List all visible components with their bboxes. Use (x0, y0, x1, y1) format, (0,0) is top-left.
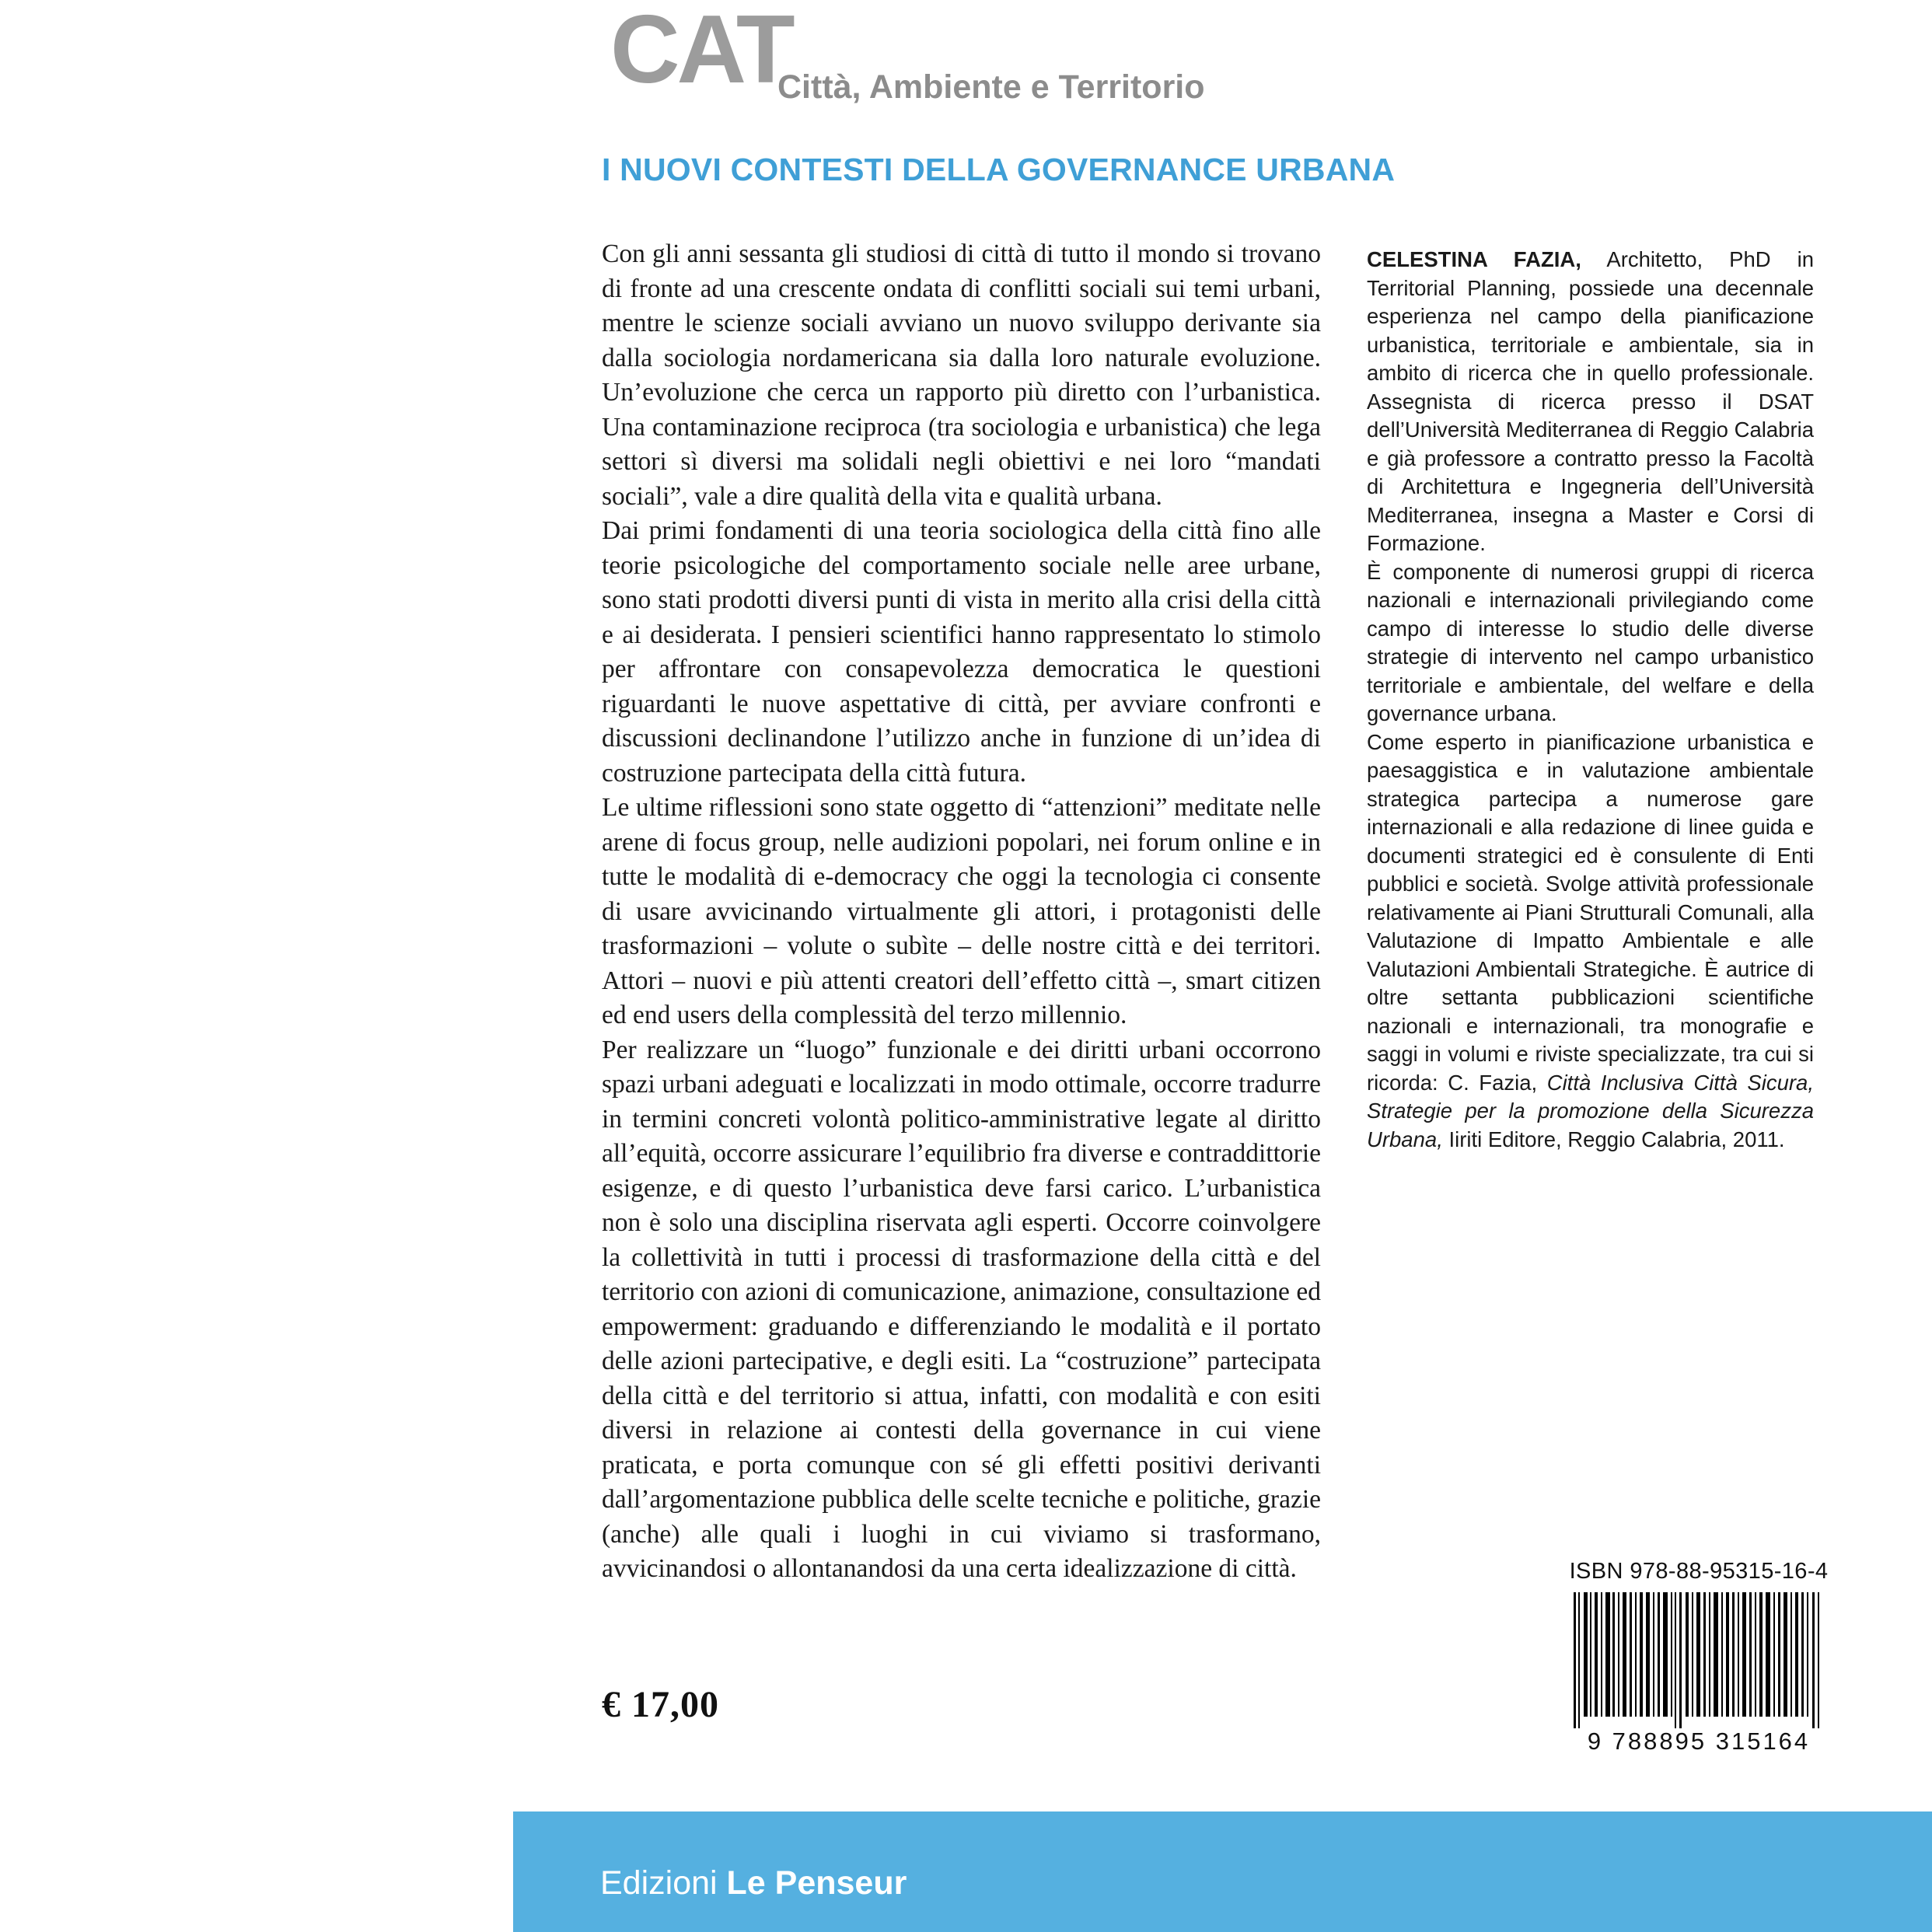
series-logo-subtitle: Città, Ambiente e Territorio (777, 68, 1205, 106)
barcode-image (1570, 1592, 1827, 1728)
author-bio-column (1367, 246, 1814, 1154)
blurb-paragraph-1: Con gli anni sessanta gli studiosi di città di tutto il mondo si trovano di fronte ad una crescente ondata di conflitti sociali sui temi urbani, mentre le scienze sociali avviano un nuovo sviluppo derivante sia dalla sociologia nordamericana sia dalla loro naturale evoluzione. Un’evoluzione che cerca un rapporto più diretto con l’urbanistica. Una contaminazione reciproca (tra sociologia e urbanistica) che lega settori sì diversi ma solidali negli obiettivi e nei loro “mandati sociali”, vale a dire qualità della vita e qualità urbana. (602, 239, 1321, 511)
publisher-prefix: Edizioni (600, 1864, 727, 1902)
author-bio-paragraph-3-post: Iiriti Editore, Reggio Calabria, 2011. (1442, 1127, 1785, 1151)
author-bio-paragraph-3 (1367, 728, 1814, 1155)
series-logo (610, 0, 1205, 124)
publisher-name: Le Penseur (726, 1864, 907, 1902)
blurb-column (602, 237, 1321, 1587)
blurb-paragraph-4: Per realizzare un “luogo” funzionale e dei diritti urbani occorrono spazi urbani adeguati e localizzati in modo ottimale, occorre tradurre in termini concreti volontà politico-amministrative legate al diritto all’equità, occorre assicurare l’equilibrio fra diverse e contraddittorie esigenze, e di questo l’urbanistica deve farsi carico. L’urbanistica non è solo una disciplina riservata agli esperti. Occorre coinvolgere la collettività in tutti i processi di trasformazione della città e del territorio con azioni di comunicazione, animazione, consultazione ed empowerment: graduando e differenziando le modalità e il portato delle azioni partecipative, e degli esiti. La “costruzione” partecipata della città e del territorio si attua, infatti, con modalità e con esiti diversi in relazione ai contesti della governance in cui viene praticata, e porta comunque con sé gli effetti positivi derivanti dall’argomentazione pubblica delle scelte tecniche e politiche, grazie (anche) alle quali i luoghi in cui viviamo si trasformano, avvicinandosi o allontanandosi da una certa idealizzazione di città. (602, 1035, 1321, 1583)
author-bio-paragraph-3-pre: Come esperto in pianificazione urbanistica e paesaggistica e in valutazione ambientale strategica partecipa a numerose gare internazionali e alla redazione di linee guida e documenti strategici ed è consulente di Enti pubblici e società. Svolge attività professionale relativamente ai Piani Strutturali Comunali, alla Valutazione di Impatto Ambientale e alle Valutazioni Ambientali Strategiche. È autrice di oltre settanta pubblicazioni scientifiche nazionali e internazionali, tra monografie e saggi in volumi e riviste specializzate, tra cui si ricorda: C. Fazia, (1367, 729, 1814, 1095)
series-logo-acronym: CAT (610, 0, 792, 103)
publisher-footer-band (513, 1811, 1932, 1932)
cited-work-title: Città Inclusiva Città Sicura, Strategie per la promozione della Sicurezza Urbana, (1367, 1070, 1814, 1151)
author-bio-paragraph-2: È componente di numerosi gruppi di ricerca nazionali e internazionali privilegiando come campo di interesse lo studio delle diverse strategie di intervento nel campo urbanistico territoriale e ambientale, del welfare e della governance urbana. (1367, 559, 1814, 725)
barcode-digits: 9 788895 315164 (1587, 1728, 1811, 1755)
blurb-paragraph-3: Le ultime riflessioni sono state oggetto di “attenzioni” meditate nelle arene di focus group, nelle audizioni popolari, nei forum online e in tutte le modalità di e-democracy che oggi la tecnologia ci consente di usare avvicinando virtualmente gli attori, i protagonisti delle trasformazioni – volute o subìte – delle nostre città e dei territori. Attori – nuovi e più attenti creatori dell’effetto città –, smart citizen ed end users della complessità del terzo millennio. (602, 793, 1321, 1029)
back-cover-page (257, 0, 1829, 1932)
price-label: € 17,00 (602, 1684, 719, 1725)
author-bio-paragraph-1-rest: Architetto, PhD in Territorial Planning, possiede una decennale esperienza nel campo della pianificazione urbanistica, territoriale e ambientale, sia in ambito di ricerca che in quello professionale. Assegnista di ricerca presso il DSAT dell’Università Mediterranea di Reggio Calabria e già professore a contratto presso la Facoltà di Architettura e Ingegneria dell’Università Mediterranea, insegna a Master e Corsi di Formazione. (1367, 247, 1815, 555)
author-bio-paragraph-1 (1367, 246, 1814, 558)
isbn-label: ISBN 978-88-95315-16-4 (1569, 1559, 1829, 1584)
book-title: I NUOVI CONTESTI DELLA GOVERNANCE URBANA (602, 152, 1396, 187)
publisher-logo (600, 1864, 907, 1902)
blurb-paragraph-2: Dai primi fondamenti di una teoria sociologica della città fino alle teorie psicologiche del comportamento sociale nelle aree urbane, sono stati prodotti diversi punti di vista in merito alla crisi della città e ai desiderata. I pensieri scientifici hanno rappresentato lo stimolo per affrontare con consapevolezza democratica le questioni riguardanti le nuove aspettative di città, per avviare confronti e discussioni declinandone l’utilizzo anche in funzione di un’idea di costruzione partecipata della città futura. (602, 516, 1321, 788)
author-name: CELESTINA FAZIA, (1367, 247, 1581, 271)
